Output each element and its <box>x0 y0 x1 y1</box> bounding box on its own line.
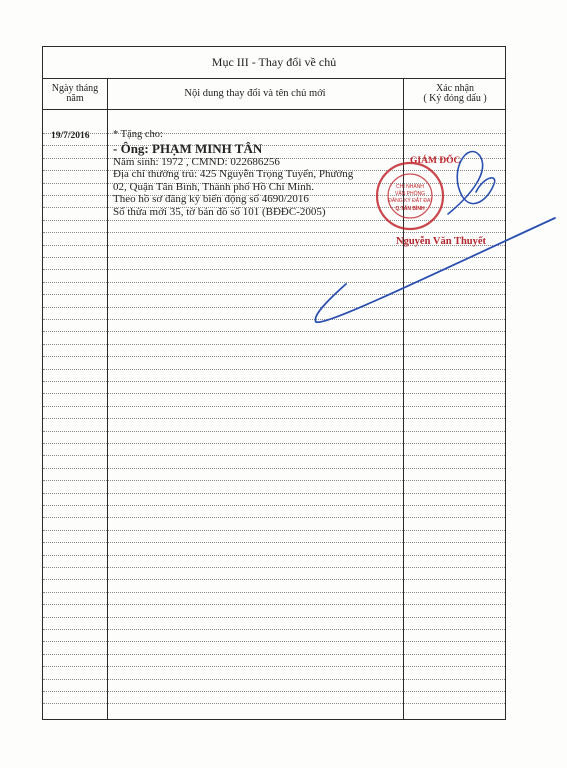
stamp-inner-4: Q.TÂN BÌNH <box>395 206 425 212</box>
entry-line-type: * Tặng cho: <box>113 129 163 140</box>
entry-date: 19/7/2016 <box>51 131 90 141</box>
stamp-title: GIÁM ĐỐC <box>410 156 461 166</box>
header-content: Nội dung thay đổi và tên chủ mới <box>184 88 326 99</box>
header-confirm: Xác nhận ( Ký đóng dấu ) <box>423 83 487 104</box>
signer-name: Nguyễn Văn Thuyết <box>396 236 487 247</box>
stamp-inner-2: VĂN PHÒNG <box>394 191 426 197</box>
stamp-inner-3: ĐĂNG KÝ ĐẤT ĐAI <box>388 198 432 204</box>
stamp-inner-1: CHI NHÁNH <box>396 184 424 190</box>
entry-line-dossier: Theo hồ sơ đăng ký biến động số 4690/2016 <box>113 193 309 205</box>
entry-line-parcel: Số thửa mới 35, tờ bản đồ số 101 (BĐĐC-2005) <box>113 205 326 218</box>
entry-line-birth: Năm sinh: 1972 , CMND: 022686256 <box>113 155 280 168</box>
entry-line-owner: - Ông: PHẠM MINH TÂN <box>113 140 263 156</box>
entry-line-address: Địa chỉ thường trú: 425 Nguyễn Trọng Tuyển, Phường <box>113 168 354 180</box>
header-date: Ngày tháng năm <box>51 83 99 104</box>
entry-line-address-cont: 02, Quận Tân Bình, Thành phố Hồ Chí Minh. <box>113 180 314 193</box>
section-title: Mục III - Thay đổi về chủ <box>43 47 505 79</box>
